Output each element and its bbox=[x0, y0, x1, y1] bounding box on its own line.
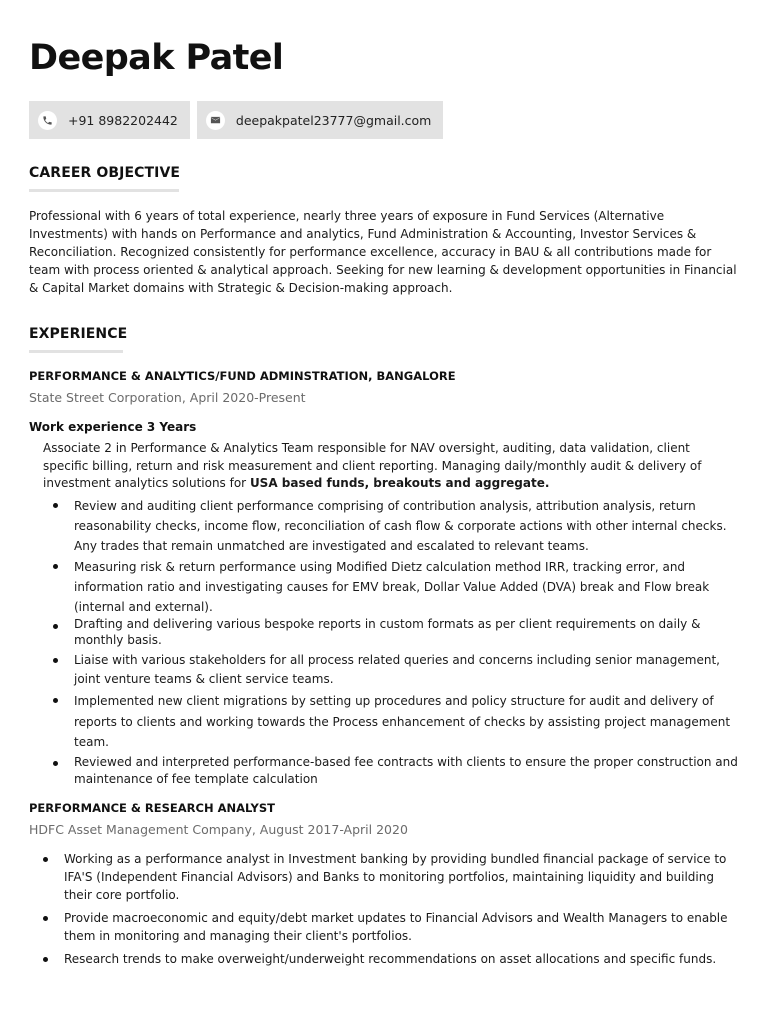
list-item: Reviewed and interpreted performance-based fee contracts with clients to ensure the proper construction and maintenance of fee template calculation bbox=[74, 754, 738, 789]
job-intro-1 bbox=[43, 440, 733, 493]
job-title-2: PERFORMANCE & RESEARCH ANALYST bbox=[29, 801, 276, 815]
job-intro-bold: USA based funds, breakouts and aggregate. bbox=[249, 476, 550, 490]
list-item: Drafting and delivering various bespoke reports in custom formats as per client requirements on daily & monthly basis. bbox=[74, 617, 738, 648]
envelope-icon bbox=[206, 111, 225, 130]
experience-rule bbox=[29, 350, 123, 353]
job-title-1: PERFORMANCE & ANALYTICS/FUND ADMINSTRATION, BANGALORE bbox=[29, 369, 456, 383]
list-item: Provide macroeconomic and equity/debt market updates to Financial Advisors and Wealth Managers to enable them in monitoring and managing their client's portfolios. bbox=[64, 909, 738, 945]
list-item: Research trends to make overweight/underweight recommendations on asset allocations and specific funds. bbox=[64, 950, 738, 968]
job-bullets-1 bbox=[74, 496, 738, 789]
contact-row bbox=[29, 101, 443, 139]
job-company-1: State Street Corporation, April 2020-Present bbox=[29, 390, 306, 405]
career-objective-text: Professional with 6 years of total experience, nearly three years of exposure in Fund Services (Alternative Investments) with hands on Performance and analytics, Fund Administration & Accounting, Investor Services & Reconciliation. Recognized consistently for performance excellence, accuracy in BAU & all contributions made for team with process oriented & analytical approach. Seeking for new learning & development opportunities in Financial & Capital Market domains with Strategic & Decision-making approach. bbox=[29, 209, 737, 295]
email-contact bbox=[197, 101, 443, 139]
career-objective-rule bbox=[29, 189, 179, 192]
job-company-2: HDFC Asset Management Company, August 2017-April 2020 bbox=[29, 822, 408, 837]
list-item: Working as a performance analyst in Investment banking by providing bundled financial package of service to IFA'S (Independent Financial Advisors) and Banks to monitoring portfolios, maintaining liquidity and building their core portfolio. bbox=[64, 850, 738, 904]
email-address: deepakpatel23777@gmail.com bbox=[235, 112, 432, 128]
list-item: Measuring risk & return performance using Modified Dietz calculation method IRR, tracking error, and information ratio and investigating causes for EMV break, Dollar Value Added (DVA) break and Flow break (internal and external). bbox=[74, 557, 738, 617]
list-item: Implemented new client migrations by setting up procedures and policy structure for audit and delivery of reports to clients and working towards the Process enhancement of checks by assisting project management team. bbox=[74, 691, 738, 753]
list-item: Liaise with various stakeholders for all process related queries and concerns including senior management, joint venture teams & client service teams. bbox=[74, 651, 738, 689]
list-item: Review and auditing client performance comprising of contribution analysis, attribution analysis, return reasonability checks, income flow, reconciliation of cash flow & corporate actions with other internal checks. Any trades that remain unmatched are investigated and escalated to relevant teams. bbox=[74, 496, 738, 556]
phone-icon bbox=[38, 111, 57, 130]
phone-number: +91 8982202442 bbox=[68, 112, 178, 128]
job-intro-text: Associate 2 in Performance & Analytics Team responsible for NAV oversight, auditing, data validation, client specific billing, return and risk measurement and client reporting. Managing daily/monthly audit & delivery of investment analytics solutions for bbox=[43, 441, 702, 490]
work-experience-subhead: Work experience 3 Years bbox=[29, 420, 197, 434]
candidate-name: Deepak Patel bbox=[29, 38, 284, 78]
career-objective-heading: CAREER OBJECTIVE bbox=[29, 165, 181, 181]
job-bullets-2 bbox=[64, 850, 738, 968]
phone-contact bbox=[29, 101, 190, 139]
experience-heading: EXPERIENCE bbox=[29, 326, 128, 342]
